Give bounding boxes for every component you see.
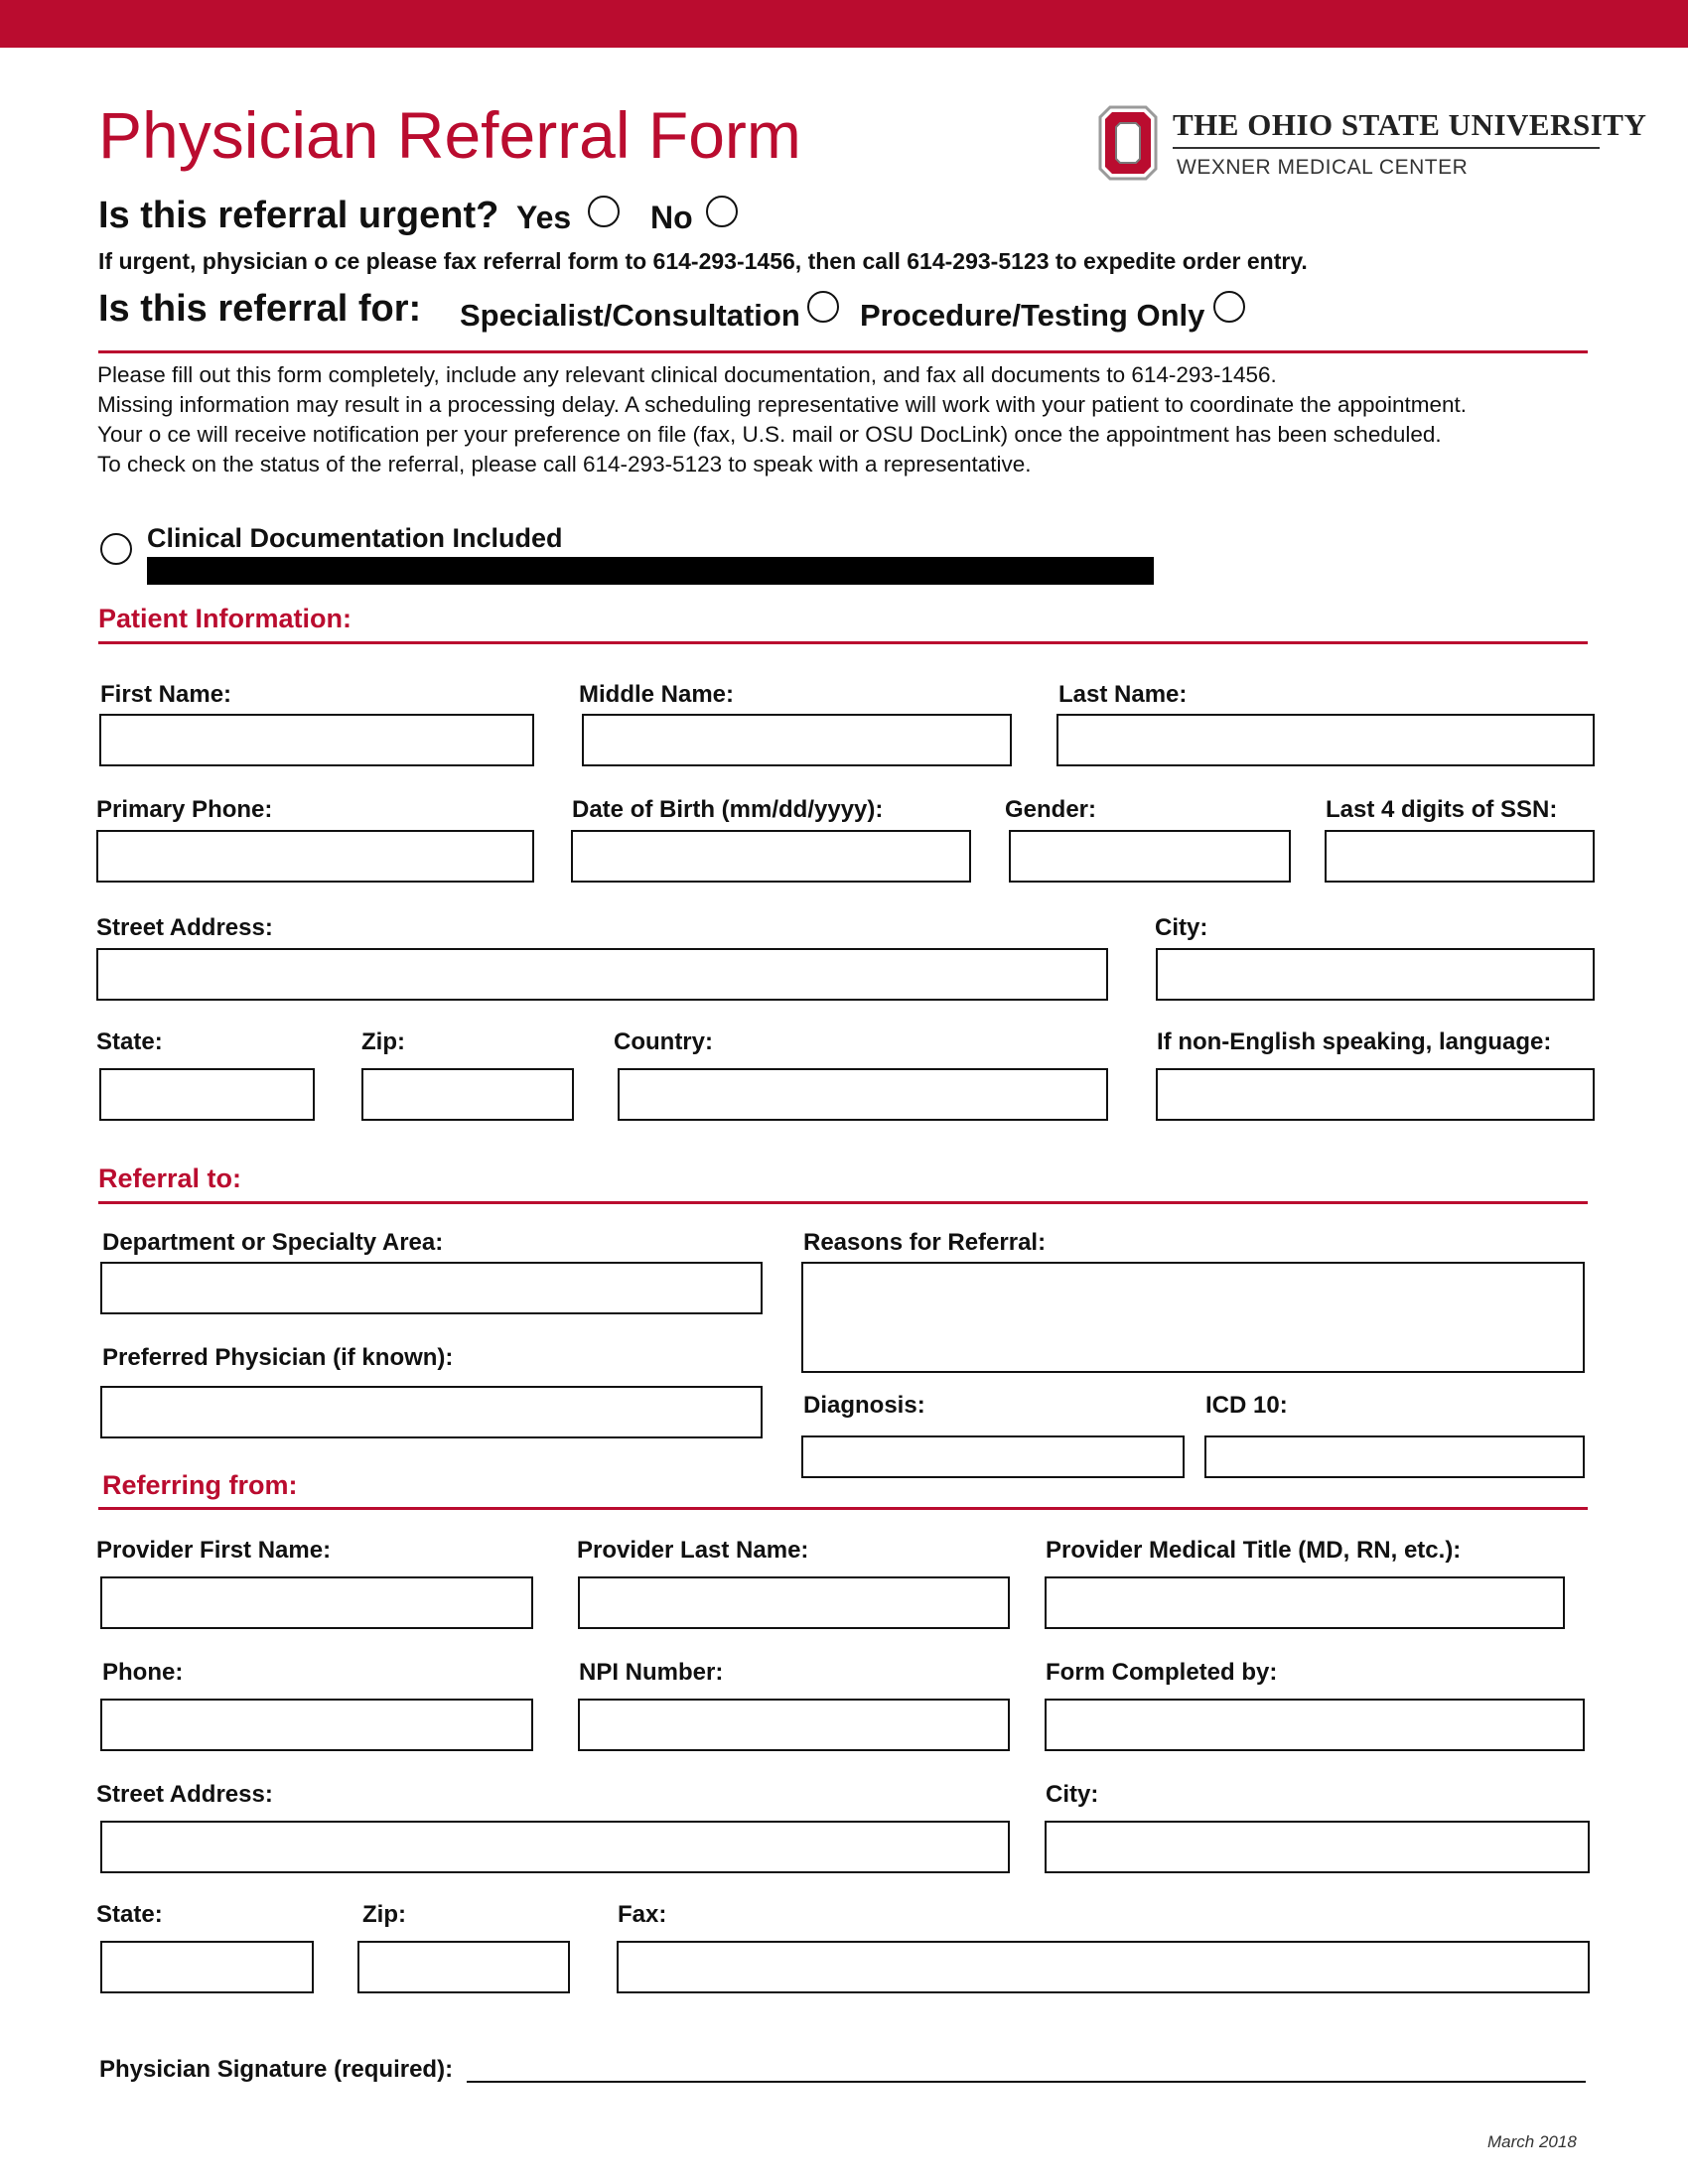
procedure-radio[interactable] bbox=[1213, 291, 1245, 323]
icd-field[interactable] bbox=[1204, 1435, 1585, 1478]
provider-fax-label: Fax: bbox=[618, 1901, 667, 1928]
provider-fax-field[interactable] bbox=[617, 1941, 1590, 1993]
instruction-line: Missing information may result in a processing delay. A scheduling representative will work with your patient to coordinate the appointment. bbox=[97, 392, 1468, 417]
diagnosis-label: Diagnosis: bbox=[803, 1392, 925, 1419]
provider-state-label: State: bbox=[96, 1901, 163, 1928]
npi-label: NPI Number: bbox=[579, 1659, 724, 1686]
provider-city-label: City: bbox=[1046, 1781, 1099, 1808]
top-color-bar bbox=[0, 0, 1688, 48]
preferred-physician-label: Preferred Physician (if known): bbox=[102, 1344, 454, 1371]
specialist-radio[interactable] bbox=[807, 291, 839, 323]
redaction-bar bbox=[147, 557, 1154, 585]
street-address-field[interactable] bbox=[96, 948, 1108, 1001]
instruction-line: Your o ce will receive notification per your preference on file (fax, U.S. mail or OSU DocLink) once the appointment has been scheduled. bbox=[97, 422, 1442, 447]
language-label: If non-English speaking, language: bbox=[1157, 1028, 1552, 1055]
university-subtitle: WEXNER MEDICAL CENTER bbox=[1177, 156, 1469, 179]
signature-label: Physician Signature (required): bbox=[99, 2056, 454, 2083]
ssn-field[interactable] bbox=[1325, 830, 1595, 883]
urgent-yes-radio[interactable] bbox=[588, 196, 620, 227]
completed-by-label: Form Completed by: bbox=[1046, 1659, 1278, 1686]
provider-title-field[interactable] bbox=[1045, 1576, 1565, 1629]
clinical-doc-radio[interactable] bbox=[100, 533, 132, 565]
city-label: City: bbox=[1155, 914, 1208, 941]
university-name: THE OHIO STATE UNIVERSITY bbox=[1173, 107, 1647, 142]
patient-section-title: Patient Information: bbox=[98, 604, 352, 633]
city-field[interactable] bbox=[1156, 948, 1595, 1001]
gender-field[interactable] bbox=[1009, 830, 1291, 883]
gender-label: Gender: bbox=[1005, 796, 1097, 823]
provider-last-name-label: Provider Last Name: bbox=[577, 1537, 809, 1564]
block-o-logo-icon bbox=[1098, 105, 1158, 181]
provider-zip-field[interactable] bbox=[357, 1941, 570, 1993]
last-name-label: Last Name: bbox=[1058, 681, 1188, 708]
icd-label: ICD 10: bbox=[1205, 1392, 1288, 1419]
language-field[interactable] bbox=[1156, 1068, 1595, 1121]
urgent-no-radio[interactable] bbox=[706, 196, 738, 227]
provider-title-label: Provider Medical Title (MD, RN, etc.): bbox=[1046, 1537, 1462, 1564]
procedure-label: Procedure/Testing Only bbox=[860, 298, 1205, 333]
department-label: Department or Specialty Area: bbox=[102, 1229, 444, 1256]
first-name-field[interactable] bbox=[99, 714, 534, 766]
page-title: Physician Referral Form bbox=[98, 98, 801, 172]
npi-field[interactable] bbox=[578, 1699, 1010, 1751]
country-field[interactable] bbox=[618, 1068, 1108, 1121]
completed-by-field[interactable] bbox=[1045, 1699, 1585, 1751]
middle-name-field[interactable] bbox=[582, 714, 1012, 766]
section-divider bbox=[98, 641, 1588, 644]
provider-phone-label: Phone: bbox=[102, 1659, 184, 1686]
signature-line[interactable] bbox=[467, 2081, 1586, 2083]
department-field[interactable] bbox=[100, 1262, 763, 1314]
provider-first-name-label: Provider First Name: bbox=[96, 1537, 332, 1564]
street-address-label: Street Address: bbox=[96, 914, 273, 941]
provider-state-field[interactable] bbox=[100, 1941, 314, 1993]
urgent-note: If urgent, physician o ce please fax referral form to 614-293-1456, then call 614-293-5123 to expedite order entry. bbox=[98, 248, 1308, 274]
provider-street-field[interactable] bbox=[100, 1821, 1010, 1873]
footer-date: March 2018 bbox=[1487, 2132, 1577, 2151]
specialist-label: Specialist/Consultation bbox=[460, 298, 800, 333]
zip-field[interactable] bbox=[361, 1068, 574, 1121]
provider-last-name-field[interactable] bbox=[578, 1576, 1010, 1629]
state-label: State: bbox=[96, 1028, 163, 1055]
provider-first-name-field[interactable] bbox=[100, 1576, 533, 1629]
provider-street-label: Street Address: bbox=[96, 1781, 273, 1808]
primary-phone-label: Primary Phone: bbox=[96, 796, 273, 823]
reasons-field[interactable] bbox=[801, 1262, 1585, 1373]
zip-label: Zip: bbox=[361, 1028, 405, 1055]
dob-field[interactable] bbox=[571, 830, 971, 883]
last-name-field[interactable] bbox=[1056, 714, 1595, 766]
urgent-yes-label: Yes bbox=[516, 200, 572, 235]
first-name-label: First Name: bbox=[100, 681, 232, 708]
urgent-no-label: No bbox=[650, 200, 693, 235]
referral-for-question: Is this referral for: bbox=[98, 288, 422, 330]
provider-city-field[interactable] bbox=[1045, 1821, 1590, 1873]
instruction-line: To check on the status of the referral, please call 614-293-5123 to speak with a representative. bbox=[97, 452, 1032, 477]
section-divider bbox=[98, 1507, 1588, 1510]
urgent-question: Is this referral urgent? bbox=[98, 195, 499, 236]
dob-label: Date of Birth (mm/dd/yyyy): bbox=[572, 796, 884, 823]
referring-from-section-title: Referring from: bbox=[102, 1470, 298, 1500]
section-divider bbox=[98, 1201, 1588, 1204]
provider-zip-label: Zip: bbox=[362, 1901, 406, 1928]
primary-phone-field[interactable] bbox=[96, 830, 534, 883]
ssn-label: Last 4 digits of SSN: bbox=[1326, 796, 1558, 823]
instruction-line: Please fill out this form completely, include any relevant clinical documentation, and fax all documents to 614-293-1456. bbox=[97, 362, 1277, 387]
section-divider bbox=[98, 350, 1588, 353]
country-label: Country: bbox=[614, 1028, 713, 1055]
reasons-label: Reasons for Referral: bbox=[803, 1229, 1047, 1256]
middle-name-label: Middle Name: bbox=[579, 681, 735, 708]
diagnosis-field[interactable] bbox=[801, 1435, 1185, 1478]
referral-to-section-title: Referral to: bbox=[98, 1163, 242, 1193]
preferred-physician-field[interactable] bbox=[100, 1386, 763, 1438]
state-field[interactable] bbox=[99, 1068, 315, 1121]
clinical-doc-label: Clinical Documentation Included bbox=[147, 523, 563, 553]
logo-divider bbox=[1173, 147, 1600, 149]
provider-phone-field[interactable] bbox=[100, 1699, 533, 1751]
